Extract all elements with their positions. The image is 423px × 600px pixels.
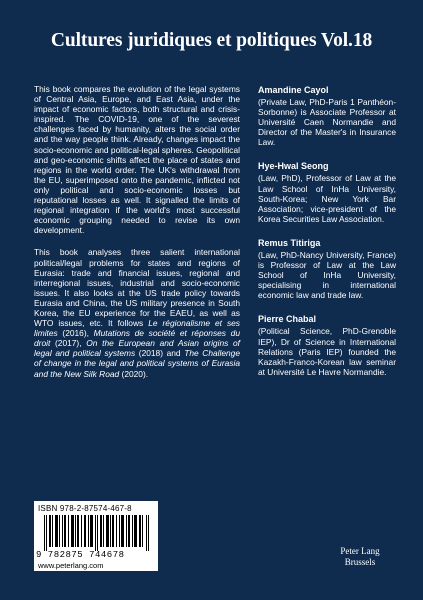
author-bio: (Political Science, PhD-Grenoble IEP), Dr of Science in International Relations (Paris IEP) founded the Kazakh-Franco-Korean law seminar at Université Le Havre Normandie. bbox=[258, 326, 396, 377]
barcode-box bbox=[34, 501, 158, 571]
author-bio: (Private Law, PhD-Paris 1 Panthéon-Sorbonne) is Associate Professor at Université Caen Normandie and Director of the Master's in Insurance Law. bbox=[258, 97, 396, 148]
book-description bbox=[34, 84, 240, 391]
barcode-image bbox=[44, 515, 150, 551]
publisher-url: www.peterlang.com bbox=[38, 561, 104, 570]
description-paragraph-2: This book analyses three salient international political/legal problems for states and regions of Eurasia: trade and financial issues, regional and interregional issues, industrial and socio-economic issues. It also looks at the US trade policy towards Eurasia and China, the US military presence in South Korea, the EU experience for the EAEU, as well as WTO issues, etc. It follows Le régionalisme et ses limites (2016), Mutations de société et réponses du droit (2017), On the European and Asian origins of legal and political systems (2018) and The Challenge of change in the legal and political systems of Eurasia and the New Silk Road (2020). bbox=[34, 247, 240, 379]
author-entry bbox=[258, 84, 396, 147]
title-challenge-of-change: The Challenge of change in the legal and political systems of Eurasia and the New Silk Road bbox=[34, 348, 240, 379]
author-name: Amandine Cayol bbox=[258, 85, 329, 95]
author-bios bbox=[258, 84, 396, 390]
author-entry bbox=[258, 237, 396, 300]
title-european-asian-origins: On the European and Asian origins of legal and political systems bbox=[34, 338, 240, 359]
publisher-imprint bbox=[330, 546, 390, 568]
series-title: Cultures juridiques et politiques Vol.18 bbox=[50, 30, 373, 51]
title-le-regionalisme: Le régionalisme et ses limites bbox=[34, 318, 240, 339]
author-entry bbox=[258, 160, 396, 223]
author-name: Pierre Chabal bbox=[258, 314, 317, 325]
isbn-number: ISBN 978-2-87574-467-8 bbox=[38, 504, 132, 513]
author-bio: (Law, PhD), Professor of Law at the Law School of InHa University, South-Korea; New York Bar Association; vice-president of the Korea Securities Law Association. bbox=[258, 173, 396, 224]
author-entry bbox=[258, 313, 396, 376]
description-paragraph-1: This book compares the evolution of the legal systems of Central Asia, Europe, and East Asia, under the impact of economic factors, both structural and crisis-inspired. The COVID-19, one of the severest challenges faced by humanity, alters the social order and the way people think. Already, changes impact the socio-economic and political-legal spheres. Geopolitical and geo-economic shifts affect the place of states and regions in the world order. The UK's withdrawal from the EU, superimposed onto the pandemic, inflicted not only political and socio-economic losses but reputational losses as well. It signalled the limits of regional integration if the world's most successful economic grouping needed to revise its own development. bbox=[34, 84, 240, 236]
ean-digits: 9 782875 744678 bbox=[36, 550, 125, 560]
author-name: Remus Titiriga bbox=[258, 237, 321, 248]
publisher-name: Peter Lang bbox=[340, 546, 380, 556]
author-bio: (Law, PhD-Nancy University, France) is Professor of Law at the Law School of InHa University, specialising in international economic law and trade law. bbox=[258, 249, 396, 301]
title-mutations: Mutations de société et réponses du droit bbox=[34, 328, 240, 349]
author-name: Hye-Hwal Seong bbox=[258, 161, 329, 172]
publisher-city: Brussels bbox=[344, 557, 376, 567]
